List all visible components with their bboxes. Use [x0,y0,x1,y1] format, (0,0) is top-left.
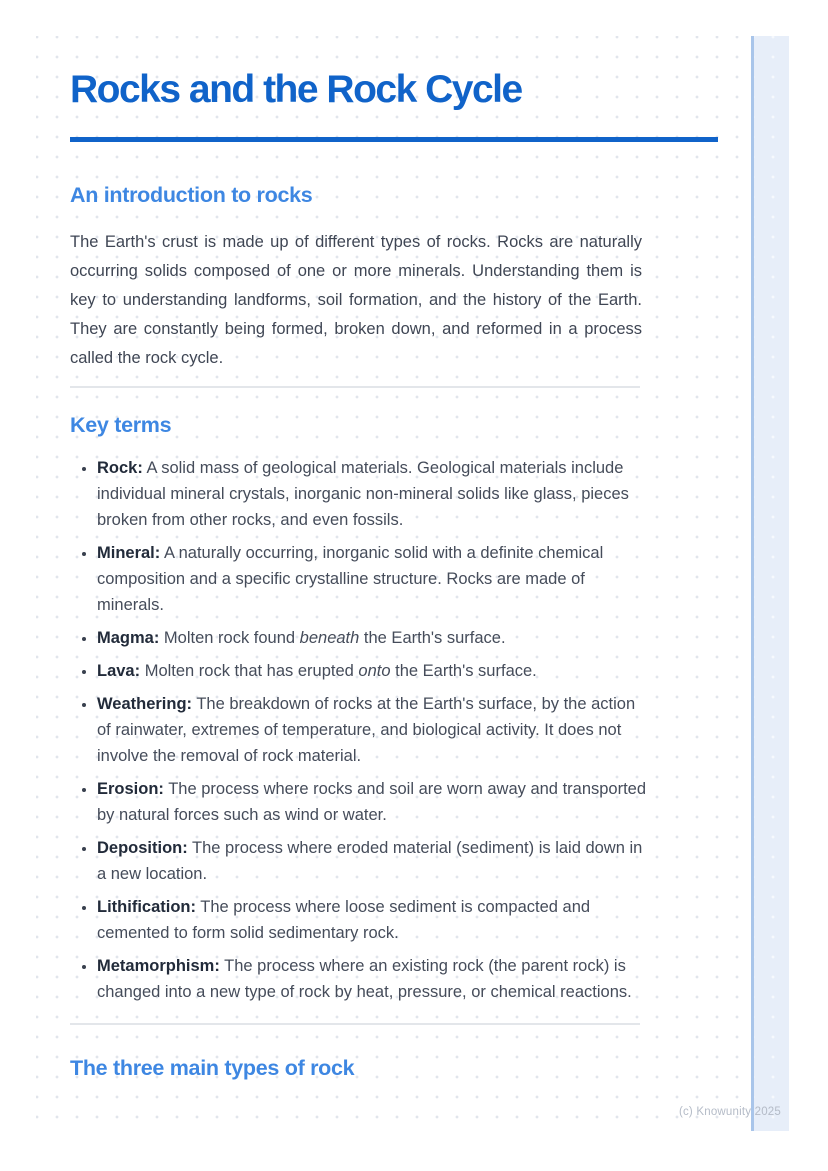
section-divider [70,386,640,388]
list-item [97,691,648,769]
list-item [97,953,648,1005]
section-divider [70,1023,640,1025]
term-italic: onto [358,662,391,680]
term-label: Mineral: [97,544,161,562]
term-label: Erosion: [97,780,164,798]
term-definition: The process where eroded material (sediment) is laid down in a new location. [97,839,643,883]
term-definition: The process where an existing rock (the parent rock) is changed into a new type of rock by heat, pressure, or chemical reactions. [97,957,632,1001]
term-label: Lava: [97,662,141,680]
page-title: Rocks and the Rock Cycle [70,68,522,111]
section-heading-introduction: An introduction to rocks [70,183,313,207]
term-label: Rock: [97,459,143,477]
term-definition: The process where rocks and soil are worn away and transported by natural forces such as wind or water. [97,780,647,824]
term-label: Lithification: [97,898,196,916]
title-rule [70,137,718,142]
term-definition: The breakdown of rocks at the Earth's surface, by the action of rainwater, extremes of temperature, and biological activity. It does not involve the removal of rock material. [97,695,636,765]
term-definition-cont: the Earth's surface. [390,662,537,680]
term-definition: The process where loose sediment is compacted and cemented to form solid sedimentary rock. [97,898,591,942]
term-label: Deposition: [97,839,188,857]
term-label: Metamorphism: [97,957,220,975]
list-item [97,894,648,946]
term-label: Magma: [97,629,160,647]
term-definition: A solid mass of geological materials. Geological materials include individual mineral crystals, inorganic non-mineral solids like glass, pieces broken from other rocks, and even fossils. [97,459,629,529]
term-definition: Molten rock that has erupted [140,662,359,680]
term-definition: Molten rock found [159,629,300,647]
copyright-notice: (c) Knowunity 2025 [678,1106,781,1118]
list-item [97,776,648,828]
section-heading-key-terms: Key terms [70,413,172,437]
term-definition-cont: the Earth's surface. [359,629,506,647]
page [36,36,789,1131]
page-content [70,36,718,1081]
list-item [97,658,648,684]
term-definition: A naturally occurring, inorganic solid with a definite chemical composition and a specific crystalline structure. Rocks are made of minerals. [97,544,604,614]
margin-stripe [751,36,789,1131]
key-terms-list [70,455,648,1005]
term-italic: beneath [299,629,360,647]
list-item [97,540,648,618]
list-item [97,835,648,887]
list-item [97,625,648,651]
term-label: Weathering: [97,695,193,713]
section-heading-rock-types: The three main types of rock [70,1056,355,1080]
intro-paragraph: The Earth's crust is made up of different types of rocks. Rocks are naturally occurring solids composed of one or more minerals. Understanding them is key to understanding landforms, soil formation, and the history of the Earth. They are constantly being formed, broken down, and reformed in a process called the rock cycle. [70,233,642,367]
list-item [97,455,648,533]
